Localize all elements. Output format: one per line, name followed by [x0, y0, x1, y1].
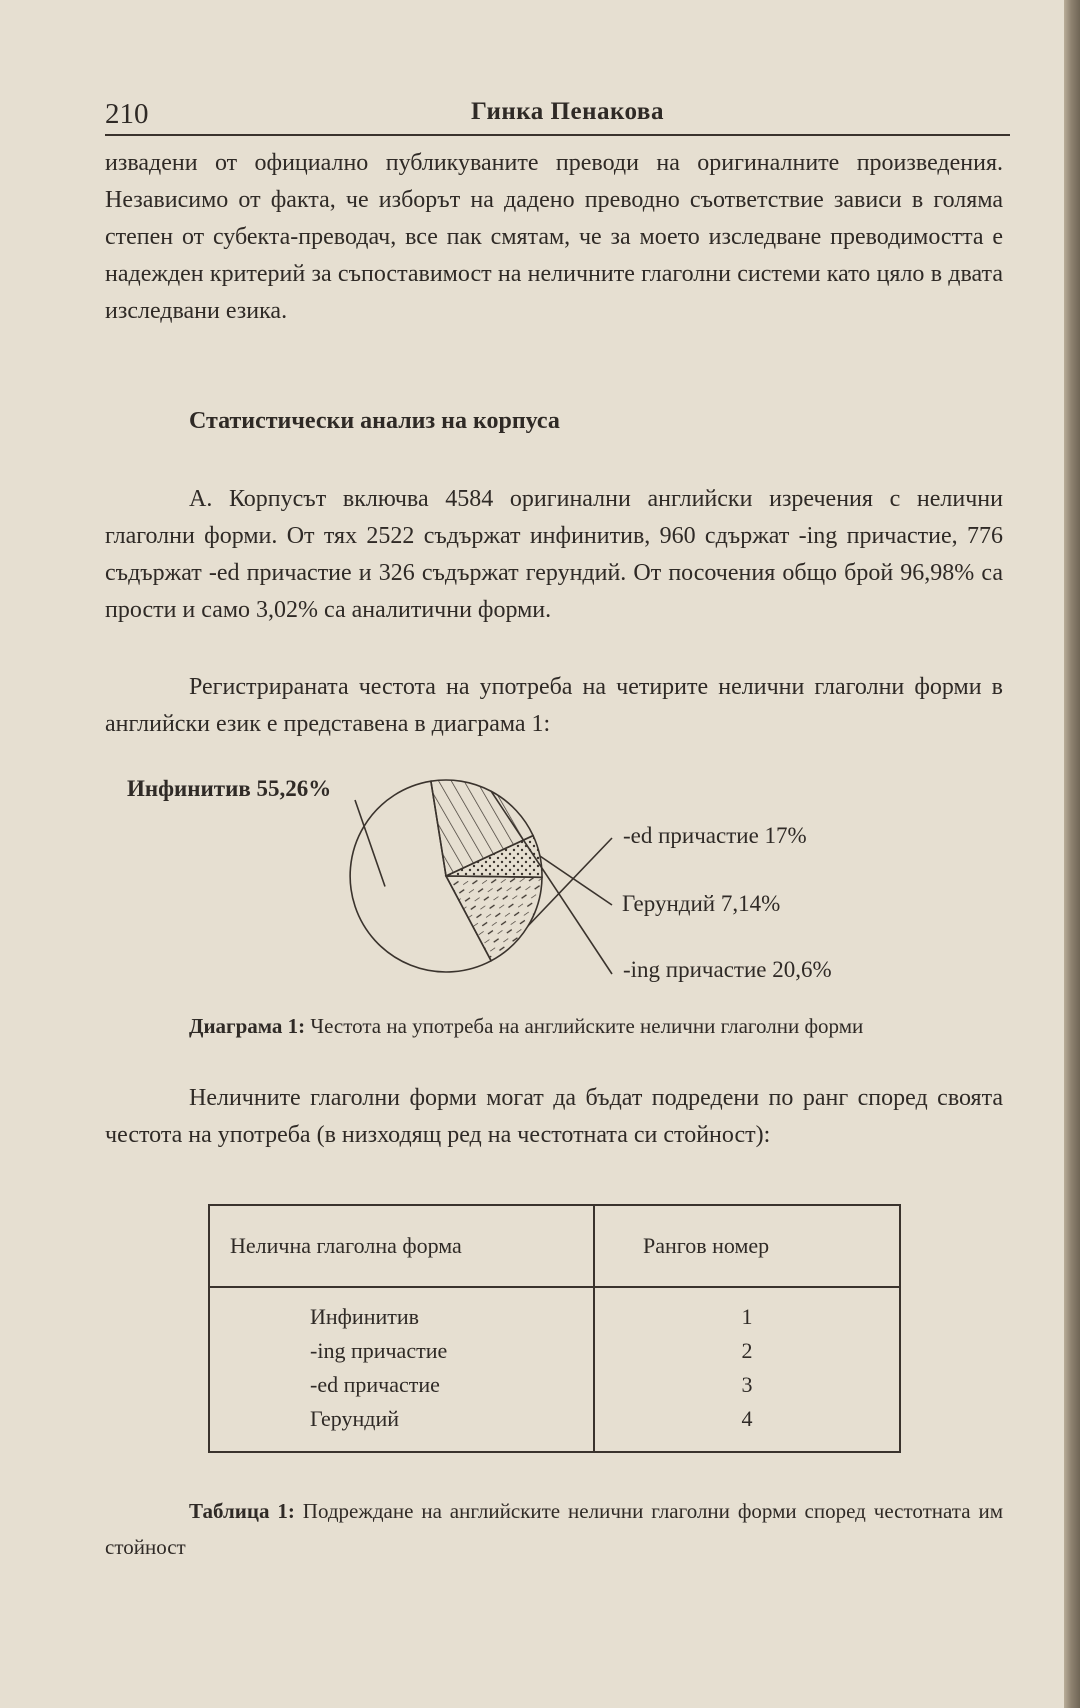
table-cell: Инфинитив — [310, 1304, 420, 1329]
table-caption-text: Подреждане на английските нелични глаголни форми според честотната им стойност — [105, 1499, 1003, 1559]
pie-label-ed-participle: -ed причастие 17% — [623, 823, 807, 848]
table-cell: 4 — [741, 1406, 753, 1431]
pie-label-gerund: Герундий 7,14% — [622, 891, 781, 916]
page-number: 210 — [105, 98, 149, 130]
table-header-form: Нелична глаголна форма — [209, 1205, 594, 1287]
table-caption — [105, 1493, 1003, 1565]
diagram-caption — [105, 1008, 1003, 1044]
pie-label-infinitive: Инфинитив 55,26% — [127, 776, 332, 801]
table-caption-label: Таблица 1: — [189, 1499, 295, 1523]
running-title: Гинка Пенакова — [471, 98, 664, 125]
paragraph-diagram-intro: Регистрираната честота на употреба на четирите нелични глаголни форми в английски език е представена в диаграма 1: — [105, 674, 1003, 737]
pie-slice-ed-participle — [446, 876, 542, 961]
table-header-rank: Рангов номер — [594, 1205, 900, 1287]
rank-table — [208, 1204, 901, 1453]
table-body-row — [209, 1287, 900, 1452]
table-cell: 3 — [741, 1372, 753, 1397]
page-edge-shadow — [1064, 0, 1080, 1708]
section-heading: Статистически анализ на корпуса — [189, 408, 560, 434]
diagram-caption-text: Честота на употреба на английските нелични глаголни форми — [305, 1014, 864, 1038]
pie-label-ing-participle: -ing причастие 20,6% — [623, 957, 832, 982]
table-cell: Герундий — [310, 1406, 400, 1431]
paragraph-intro: извадени от официално публикуваните преводи на оригиналните произведения. Независимо от факта, че изборът на дадено преводно съответствие зависи в голяма степен от субекта-преводач, все пак смятам, че за моето изследване преводимостта е надежден критерий за съпоставимост на неличните глаголни системи като цяло в двата изследвани езика. — [105, 150, 1003, 324]
table-cell: 1 — [741, 1304, 753, 1329]
table-cell: -ed причастие — [310, 1372, 440, 1397]
paragraph-corpus: А. Корпусът включва 4584 оригинални английски изречения с нелични глаголни форми. От тях 2522 съдържат инфинитив, 960 сдържат -ing причастие, 776 съдържат -ed причастие и 326 съдържат герундий. От посочения общо брой 96,98% са прости и само 3,02% са аналитични форми. — [105, 486, 1003, 623]
leader-infinitive — [355, 800, 385, 887]
table-column-forms — [209, 1287, 594, 1452]
diagram-caption-label: Диаграма 1: — [189, 1014, 306, 1038]
table-column-ranks — [594, 1287, 900, 1452]
table-cell: 2 — [741, 1338, 753, 1363]
table-cell: -ing причастие — [310, 1338, 448, 1363]
paragraph-ranking: Неличните глаголни форми могат да бъдат подредени по ранг според своята честота на употреба (в низходящ ред на честотната си стойност): — [105, 1085, 1003, 1148]
table-header-row — [209, 1205, 900, 1287]
